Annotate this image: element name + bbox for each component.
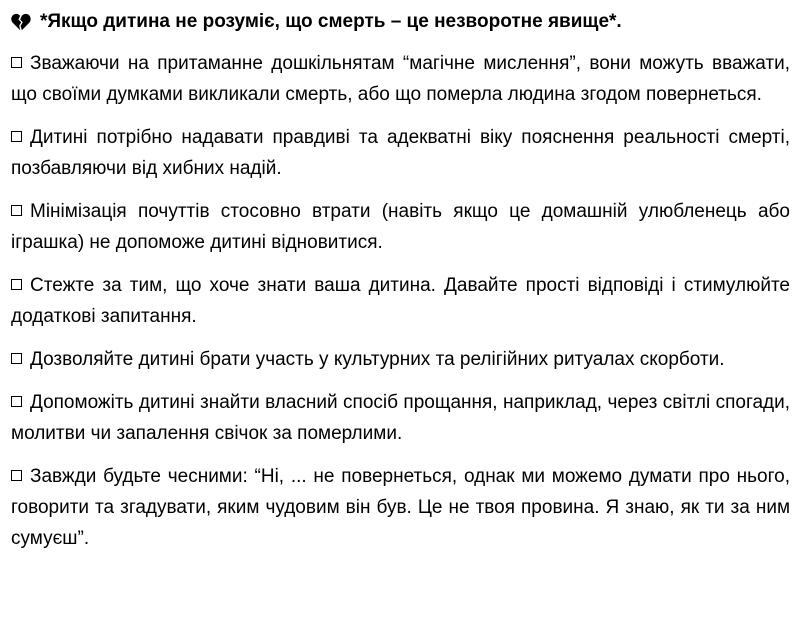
list-item (11, 270, 790, 332)
list-item (11, 387, 790, 449)
heading (11, 8, 790, 36)
list-item (11, 344, 790, 375)
checkbox-empty-icon (11, 205, 22, 216)
checkbox-empty-icon (11, 396, 22, 407)
list-item-text: Зважаючи на притаманне дошкільнятам “магічне мислення”, вони можуть вважати, що своїми думками викликали смерть, або що померла людина згодом повернеться. (11, 53, 790, 105)
list-item-text: Завжди будьте чесними: “Ні, ... не повернеться, однак ми можемо думати про нього, говорити та згадувати, яким чудовим він був. Це не твоя провина. Я знаю, як ти за ним сумуєш”. (11, 466, 790, 549)
checkbox-empty-icon (11, 279, 22, 290)
checkbox-empty-icon (11, 131, 22, 142)
list-item-text: Дитині потрібно надавати правдиві та адекватні віку пояснення реальності смерті, позбавляючи від хибних надій. (11, 127, 790, 179)
checkbox-empty-icon (11, 353, 22, 364)
list-item (11, 122, 790, 184)
heading-text: *Якщо дитина не розуміє, що смерть – це незворотне явище*. (40, 11, 622, 32)
list-item-text: Стежте за тим, що хоче знати ваша дитина. Давайте прості відповіді і стимулюйте додаткові запитання. (11, 275, 790, 327)
list-item (11, 461, 790, 554)
broken-heart-icon (11, 13, 31, 31)
checkbox-empty-icon (11, 470, 22, 481)
list-item (11, 196, 790, 258)
list-item-text: Мінімізація почуттів стосовно втрати (навіть якщо це домашній улюбленець або іграшка) не допоможе дитині відновитися. (11, 201, 790, 253)
checkbox-empty-icon (11, 57, 22, 68)
list-item-text: Дозволяйте дитині брати участь у культурних та релігійних ритуалах скорботи. (30, 349, 725, 370)
list-item-text: Допоможіть дитині знайти власний спосіб прощання, наприклад, через світлі спогади, молитви чи запалення свічок за померлими. (11, 392, 790, 444)
list-item (11, 48, 790, 110)
